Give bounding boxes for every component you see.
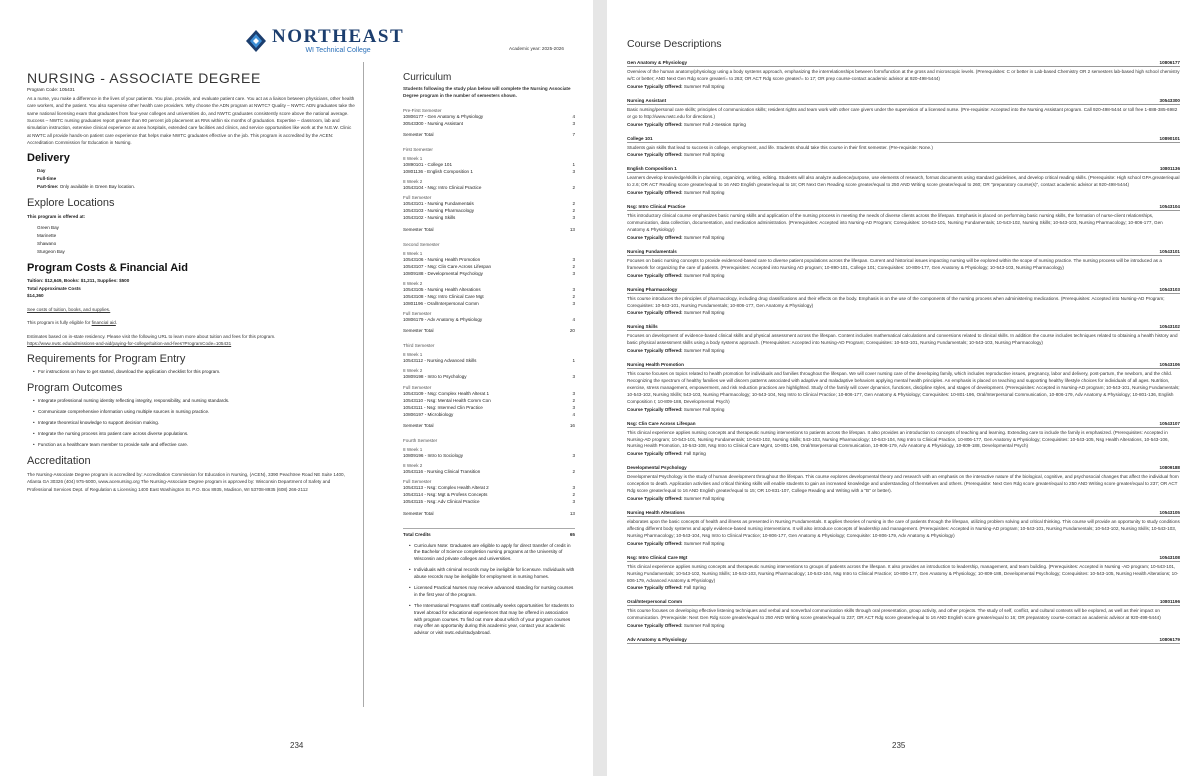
- course-row: [403, 452, 575, 459]
- logo-subtitle: WI Technical College: [305, 47, 371, 54]
- course-offered-label: Course Typically Offered:: [627, 585, 683, 591]
- curriculum-note: • Curriculum Note: Graduates are eligible to apply for direct transfer of credit in the Bachelor of Science completion nursing programs at the University of Wisconsin and private colleges and universities.: [409, 543, 575, 564]
- course-header: [627, 324, 1180, 331]
- outcome-item: • Integrate theoretical knowledge to support decision making.: [33, 420, 355, 427]
- semester-title: Fourth Semester: [403, 437, 438, 443]
- course-code: 10890101: [1159, 135, 1180, 141]
- course-entry: [627, 204, 1180, 240]
- outcome-item: • Integrate professional nursing identity reflecting integrity, responsibility, and nursing standards.: [33, 398, 355, 405]
- course-credits: 2: [572, 397, 575, 403]
- course-name: Nursing Skills: [627, 324, 658, 330]
- course-offered: [627, 585, 1180, 590]
- course-entry: [627, 324, 1180, 353]
- course-offered-label: Course Typically Offered:: [627, 623, 683, 629]
- semester-total-label: Semester Total: [403, 226, 434, 232]
- course-offered: [627, 122, 1180, 127]
- course-name: Developmental Psychology: [627, 465, 687, 471]
- course-code: 10543108: [1159, 554, 1180, 560]
- course-header: [627, 249, 1180, 256]
- course-offered: [627, 152, 1180, 157]
- accreditation-text: The Nursing-Associate Degree program is accredited by: Accreditation Commission for Education in Nursing, (ACEN), 3390 Peachtree Road NE Suite 1400, Atlanta GA 30326 (404) 975-5000, www.acenursing.org The Nursing-Associate Degree program is approved by: Wisconsin Department of Safety and Professional Services Dept. of Regulation & Licensing 1400 East Washington St. P.O. Box 8935, Madison, WI 53708-8935 (608) 266-2112: [27, 471, 345, 492]
- course-credits: 4: [572, 113, 575, 119]
- offered-at-label: This program is offered at:: [27, 213, 86, 219]
- course-row: [403, 120, 575, 127]
- semester-title: Third Semester: [403, 343, 435, 349]
- curriculum-note: • Licensed Practical Nurses may receive advanced standing for nursing courses in the first year of the program.: [409, 585, 575, 599]
- semester-total-label: Semester Total: [403, 328, 434, 334]
- page-number-left: 234: [290, 741, 304, 750]
- costs-link[interactable]: See costs of tuition, books, and supplies.: [27, 307, 111, 313]
- course-row: [403, 168, 575, 175]
- course-name: Nursing Pharmacology: [627, 286, 678, 292]
- course-header: [627, 204, 1180, 211]
- tuition-url-link[interactable]: https://www.nwtc.edu/admissions-and-aid/paying-for-college/tuition-and-fees?ProgramCode=105431: [27, 341, 232, 347]
- course-name: 10809198 - Intro to Psychology: [403, 374, 467, 380]
- costs-estimate-note: Estimates based on in-state residency. Please visit the following URL to learn more about tuition and fees for this program.: [27, 333, 276, 339]
- course-row: [403, 411, 575, 418]
- course-name: 10543101 - Nursing Fundamentals: [403, 201, 474, 207]
- course-description: Overview of the human anatomy/physiology using a body systems approach, emphasizing the interrelationships between form/function at the gross and microscopic levels. (Prerequisites: C or better in Lab-based Chemistry OR 2 semesters lab-based high school chemistry w/C or better; AND Next Gen Rdg score greater/= to 263; OR ACT Rdg score greater/= to 17; OR prep course-contact academic advisor at 920-498-5444): [627, 69, 1180, 81]
- semester-total-row: [403, 328, 575, 335]
- course-row: [403, 357, 575, 364]
- course-entry: [627, 166, 1180, 195]
- right-page: [607, 0, 1200, 776]
- course-header: [627, 599, 1180, 606]
- course-row: [403, 390, 575, 397]
- course-code: 10543105: [1159, 510, 1180, 516]
- course-offered-label: Course Typically Offered:: [627, 451, 683, 457]
- logo-name: NORTHEAST: [272, 26, 405, 47]
- course-name: 10543102 - Nursing Skills: [403, 215, 456, 221]
- location-item: Marinette: [37, 232, 57, 238]
- semester-total-row: [403, 511, 575, 518]
- delivery-part-time: Part-time: Only available in Green Bay location.: [37, 184, 136, 189]
- delivery-day: Day: [37, 168, 46, 174]
- outcome-item: • Integrate the nursing process into patient care across diverse populations.: [33, 431, 355, 438]
- course-entry: [627, 465, 1180, 501]
- program-overview-column: [27, 62, 364, 707]
- course-offered-value: Fall Spring: [683, 451, 706, 457]
- semester-total-value: 16: [569, 422, 575, 428]
- course-name: 10809196 - Intro to Sociology: [403, 452, 464, 458]
- semester-total-value: 20: [569, 328, 575, 334]
- semester-total-row: [403, 227, 575, 234]
- course-offered-label: Course Typically Offered:: [627, 540, 683, 546]
- course-name: 10543114 - Nsg: Mgt & Profess Concepts: [403, 492, 488, 498]
- course-entry: [627, 637, 1180, 644]
- course-code: 30543300: [1159, 97, 1180, 103]
- course-description: elaborates upon the basic concepts of health and illness as presented in Nursing Fundamentals. It applies theories of nursing in the care of patients through the lifespan, utilizing problem solving and critical thinking. This course will provide an opportunity to study conditions affecting different body systems and apply evidence-based nursing interventions. It will also introduce concepts of leadership and management. (Prerequisites: Accepted in Nursing-AD program; 10-543-101, Nursing Fundamentals; 10-543-102, Nursing Skills; 10-543-103, Nursing Pharmacology; 10-543-104, Nsg Intro to Clinical Practice; 10-806-177, Gen Anatomy & Physiology; Corequisite: 10-806-179, Adv Anatomy & Physiology): [627, 519, 1180, 538]
- course-name: College 101: [627, 135, 653, 141]
- course-entry: [627, 136, 1180, 158]
- course-name: Nsg: Clin Care Across Lifespan: [627, 420, 696, 426]
- course-credits: 2: [572, 294, 575, 299]
- course-offered: [627, 407, 1180, 412]
- course-credits: 4: [572, 411, 575, 417]
- course-code: 10543103: [1159, 286, 1180, 292]
- course-credits: 3: [572, 499, 575, 505]
- course-offered: [627, 84, 1180, 89]
- course-offered-label: Course Typically Offered:: [627, 348, 683, 354]
- course-code: 10543107: [1159, 420, 1180, 426]
- semester-block: [403, 147, 575, 234]
- course-offered-label: Course Typically Offered:: [627, 406, 683, 412]
- course-offered-value: Summer Fall Spring: [683, 348, 725, 354]
- course-entry: [627, 555, 1180, 591]
- course-row: [403, 468, 575, 475]
- course-row: [403, 200, 575, 207]
- course-offered-value: Fall Spring: [683, 585, 706, 591]
- accreditation-heading: Accreditation: [27, 454, 91, 467]
- course-name: Nursing Health Promotion: [627, 362, 684, 368]
- location-item: Shawano: [37, 240, 57, 246]
- course-header: [627, 98, 1180, 105]
- course-name: 10543115 - Nsg: Adv Clinical Practice: [403, 499, 480, 505]
- course-code: 10543104: [1159, 204, 1180, 210]
- term-label: Full Semester: [403, 384, 432, 390]
- course-credits: 2: [572, 469, 575, 475]
- course-name: Gen Anatomy & Physiology: [627, 60, 688, 65]
- costs-total-label: Total Approximate Costs: [27, 285, 81, 291]
- course-entry: [627, 60, 1180, 89]
- course-header: [627, 510, 1180, 517]
- course-name: 10543104 - Nsg: Intro Clinical Practice: [403, 185, 482, 191]
- page-number-right: 235: [892, 741, 906, 750]
- course-entry: [627, 421, 1180, 457]
- semester-list: [403, 108, 575, 518]
- costs-heading: Program Costs & Financial Aid: [27, 261, 188, 274]
- term-label: 8 Week 1: [403, 446, 423, 452]
- course-code: 10806177: [1159, 60, 1180, 65]
- semester-total-value: 7: [572, 131, 575, 137]
- curriculum-notes: [409, 543, 575, 638]
- course-description: This clinical experience applies nursing concepts and therapeutic nursing interventions to patients across the lifespan. It also provides an introduction to concepts of teaching and learning. Extending care to include the family is emphasized. (Prerequisites: Accepted in Nursing-AD program; 10-543-101, Nursing Fundamentals; 10-543-102, Nursing Skills; 543-103, Nursing Pharmacology; 10-543-104, Nsg Intro to Clinical Practice, 10-806-177, Gen Anatomy & Physiology; Corequisites: 10-543-105, Nsg Health Alterations, 10-543-106, Nursing Health Promotion, 10-543-108, Nsg Intro to Clinical Care Mgmt, 10-801-196, Oral/Interpersonal Communication, 10-806-179, Adv Anatomy & Physiology, 10-809-188, Developmental Psych): [627, 429, 1169, 449]
- course-offered: [627, 310, 1180, 315]
- term-label: Full Semester: [403, 311, 432, 317]
- course-entry: [627, 287, 1180, 316]
- course-description: Learners develop knowledge/skills in planning, organizing, writing, editing. Students will also analyze audience/purpose, use elements of research, format documents using standard guidelines, and develop critical reading skills. (Prerequisite: High school GPA greater/equal to 2.6; OR ACT Reading score greater/equal to 16 AND English greater/equal to 18; OR Next Gen Reading score greater/equal to 250 AND Writing score greater/equal to 260; OR "preparatory course(s)", contact academic advisor at 920-498-5444): [627, 175, 1180, 188]
- left-page: [0, 0, 593, 776]
- semester-title: First Semester: [403, 146, 433, 152]
- course-offered-value: Summer Fall Spring: [683, 496, 725, 502]
- course-offered-value: Summer Fall Spring: [683, 540, 725, 546]
- course-offered: [627, 541, 1180, 546]
- course-offered: [627, 451, 1180, 456]
- course-credits: 1: [572, 358, 575, 364]
- term-label: Full Semester: [403, 479, 432, 485]
- logo-mark-icon: [245, 29, 267, 53]
- course-row: [403, 214, 575, 221]
- course-descriptions-heading: Course Descriptions: [627, 38, 722, 50]
- course-header: [627, 166, 1180, 173]
- course-offered-value: Summer Fall Spring: [683, 152, 725, 158]
- semester-block: [403, 343, 575, 430]
- term-label: 8 Week 2: [403, 280, 423, 286]
- course-name: Oral/Interpersonal Comm: [627, 599, 683, 605]
- semester-block: [403, 108, 575, 139]
- course-credits: 3: [572, 215, 575, 221]
- financial-aid-note: This program is fully eligible for financial aid.: [27, 320, 118, 326]
- course-header: [627, 287, 1180, 294]
- course-name: Nsg: Intro Clinical Practice: [627, 204, 686, 210]
- course-credits: 3: [572, 169, 575, 175]
- semester-total-label: Semester Total: [403, 510, 434, 516]
- delivery-heading: Delivery: [27, 152, 70, 165]
- explore-locations-heading: Explore Locations: [27, 196, 115, 209]
- course-offered-value: Summer Fall Spring: [683, 272, 725, 278]
- course-offered-value: Summer Fall Spring: [683, 310, 725, 316]
- course-code: 10543101: [1159, 248, 1180, 254]
- course-offered-label: Course Typically Offered:: [627, 83, 683, 89]
- course-row: [403, 404, 575, 411]
- course-name: 30543300 - Nursing Assistant: [403, 120, 464, 126]
- course-name: 10543112 - Nursing Advanced Skills: [403, 358, 477, 364]
- course-header: [627, 637, 1180, 644]
- course-name: 10806179 - Adv Anatomy & Physiology: [403, 317, 483, 323]
- course-offered: [627, 235, 1180, 240]
- course-offered-value: Summer Fall Spring: [683, 83, 725, 89]
- course-name: 10543108 - Nsg: Intro Clinical Care Mgt: [403, 294, 484, 299]
- semester-total-label: Semester Total: [403, 131, 434, 137]
- requirement-item: • For instructions on how to get started, download the application checklist for this program.: [33, 369, 355, 376]
- course-offered-value: Summer Fall Spring: [683, 623, 725, 629]
- course-row: [403, 300, 575, 307]
- course-credits: 3: [572, 485, 575, 491]
- semester-total-label: Semester Total: [403, 422, 434, 428]
- course-name: 10543111 - Nsg: Intermed Clin Practice: [403, 404, 483, 410]
- course-credits: 2: [572, 492, 575, 498]
- course-description-list: [627, 60, 1180, 760]
- course-row: [403, 113, 575, 120]
- course-row: [403, 498, 575, 505]
- semester-title: Second Semester: [403, 241, 440, 247]
- course-row: [403, 263, 575, 270]
- course-row: [403, 397, 575, 404]
- course-row: [403, 270, 575, 277]
- course-name: 10543116 - Nursing Clinical Transition: [403, 469, 481, 475]
- financial-aid-link[interactable]: financial aid: [91, 320, 116, 326]
- course-code: 10801136: [1159, 166, 1180, 172]
- course-row: [403, 491, 575, 498]
- curriculum-intro: Students following the study plan below will complete the Nursing Associate Degree program in the number of semesters shown.: [403, 86, 571, 99]
- course-name: 10806197 - Microbiology: [403, 411, 454, 417]
- course-name: 10806177 - Gen Anatomy & Physiology: [403, 113, 484, 119]
- term-label: 8 Week 2: [403, 368, 423, 374]
- course-name: 10543107 - Nsg: Clin Care Across Lifespan: [403, 263, 492, 269]
- delivery-full-time: Full-time: [37, 176, 57, 182]
- course-credits: 3: [572, 301, 575, 307]
- course-name: 10543106 - Nursing Health Promotion: [403, 256, 481, 262]
- course-credits: 3: [572, 270, 575, 276]
- course-offered-label: Course Typically Offered:: [627, 496, 683, 502]
- term-label: 8 Week 2: [403, 179, 423, 185]
- course-entry: [627, 362, 1180, 411]
- course-credits: 3: [572, 390, 575, 396]
- curriculum-heading: Curriculum: [403, 72, 452, 83]
- course-description: Basic nursing/personal care skills; principles of communication skills; resident rights and team work with other care givers under the supervision of a licensed nurse. (Pre-requisite: Accepted into the Nursing Assistant program. Call 920-498-5444 or toll free 1-888-385-6982 or go to http://www.nwtc.edu for directions.): [627, 106, 1178, 119]
- course-credits: 3: [572, 120, 575, 126]
- semester-total-row: [403, 132, 575, 139]
- term-label: 8 Week 1: [403, 155, 423, 161]
- course-row: [403, 286, 575, 293]
- course-offered-label: Course Typically Offered:: [627, 234, 683, 240]
- course-credits: 2: [572, 201, 575, 207]
- program-title: NURSING - ASSOCIATE DEGREE: [27, 70, 261, 86]
- course-offered: [627, 348, 1180, 353]
- course-code: 10801196: [1159, 599, 1180, 605]
- course-credits: 3: [572, 452, 575, 458]
- course-name: 10543103 - Nursing Pharmacology: [403, 208, 474, 214]
- course-code: 10543106: [1159, 362, 1180, 368]
- course-credits: 1: [572, 161, 575, 167]
- term-label: Full Semester: [403, 195, 432, 201]
- course-entry: [627, 98, 1180, 127]
- curriculum-column: [403, 72, 575, 712]
- course-offered-value: Summer Fall Spring: [683, 234, 725, 240]
- course-name: Nsg: Intro Clinical Care Mgt: [627, 554, 688, 560]
- course-row: [403, 484, 575, 491]
- course-offered: [627, 190, 1180, 195]
- northeast-logo: [245, 27, 404, 54]
- course-row: [403, 184, 575, 191]
- course-name: Nursing Fundamentals: [627, 248, 677, 254]
- course-description: This course focuses on topics related to health promotion for individuals and families throughout the lifespan. We will cover nursing care of the developing family, which includes reproductive issues, pregnancy, labor and delivery, post-partum, the newborn, and the child. Recognizing the spectrum of healthy families we will discern patterns associated with adaptive and maladaptive behaviors applying mental health principles. An emphasis is placed on teaching and supporting healthy lifestyle choices for individuals of all ages. Nutrition, exercise, stress management, empowerment, and risk reduction practices are highlighted. Study of the family will cover dynamics, functions, discipline styles, and stages of development. (Prerequisites: Accepted in Nursing-AD program; 10-543-101, Nursing Fundamentals; 10-543-102, Nursing Skills; 543-103, Nursing Pharmacology; 10-543-104, Nsg Intro to Clinical Practice; 10-806-177, Gen Anatomy & Physiology; Corequisites: 10-801-196, Oral/Interpersonal Communication, 10-806-179, Adv Anatomy & Physiology; 10-801-136, English Composition I; 10-809-188, Developmental Psych): [627, 371, 1180, 404]
- course-row: [403, 293, 575, 300]
- costs-breakdown: Tuition: $12,649, Books: $1,211, Supplies: $500: [27, 277, 130, 283]
- course-credits: 2: [572, 208, 575, 214]
- course-credits: 2: [572, 263, 575, 269]
- course-offered: [627, 273, 1180, 278]
- requirements-heading: Requirements for Program Entry: [27, 353, 186, 366]
- course-entry: [627, 510, 1180, 546]
- outcome-item: • Function as a healthcare team member to provide safe and effective care.: [33, 442, 355, 449]
- course-offered-label: Course Typically Offered:: [627, 190, 683, 196]
- course-header: [627, 421, 1180, 428]
- course-credits: 3: [572, 374, 575, 380]
- program-intro: As a nurse, you make a difference in the lives of your patients. You plan, provide, and evaluate patient care. You act as a liaison between physicians, other health care workers, and the patient. You also supervise other health care providers. Why choose the ADN program at NWTC? Quality – NWTC ADN graduates take the same national licensing exam that graduates from four-year colleges and universities do, and NWTC graduates consistently score above the national average. Success – NWTC nursing graduates report greater than 90 percent job placement as RNs within six months of graduation. Expertise – classroom, lab and simulation instruction, extensive clinical experience at area hospitals, extended care facilities and clinics, and service opportunities like work at the N.E.W. Clinic at NWTC all provide hands-on patient care experience that helps make NWTC graduates effective on the job. This program is accredited by the ACEN: Accreditation Commission for Education in Nursing.: [27, 96, 355, 146]
- course-header: [627, 465, 1180, 472]
- course-header: [627, 362, 1180, 369]
- course-name: 10801136 - English Composition 1: [403, 169, 473, 175]
- course-offered-value: Summer Fall J-Session Spring: [683, 121, 746, 127]
- course-offered-value: Summer Fall Spring: [683, 406, 725, 412]
- academic-year: Academic year: 2025-2026: [509, 46, 564, 51]
- course-name: 10543105 - Nursing Health Alterations: [403, 286, 481, 292]
- course-name: Adv Anatomy & Physiology: [627, 637, 687, 643]
- program-code: Program Code: 105431: [27, 87, 75, 92]
- course-offered-label: Course Typically Offered:: [627, 152, 683, 158]
- course-row: [403, 373, 575, 380]
- total-credits-row: Total Credits 65: [403, 528, 575, 537]
- course-offered-label: Course Typically Offered:: [627, 310, 683, 316]
- course-name: 10801196 - Oral/Interpersonal Comm: [403, 301, 479, 307]
- course-header: [627, 555, 1180, 562]
- course-offered-label: Course Typically Offered:: [627, 121, 683, 127]
- course-name: 10809188 - Developmental Psychology: [403, 270, 483, 276]
- course-name: Nursing Assistant: [627, 97, 667, 103]
- outcome-item: • Communicate comprehensive information using multiple sources in nursing practice.: [33, 409, 355, 416]
- course-header: [627, 60, 1180, 67]
- course-entry: [627, 249, 1180, 278]
- course-description: This introductory clinical course emphasizes basic nursing skills and application of the nursing process in meeting the needs of diverse clients across the lifespan. Emphasis is placed on performing basic nursing skills, the formation of nurse-client relationships, communication, data collection, documentation, and medication administration. (Prerequisites: Accepted into Nursing-AD Program; Corequisites: 10-543-101, Nursing Fundamentals; 10-543-102, Nursing Skills; 10-543-103, Nursing Pharmacology; 10-806-177, Gen Anatomy & Physiology): [627, 213, 1163, 233]
- curriculum-note: • Individuals with criminal records may be ineligible for licensure. Individuals with abuse records may be ineligible for employment in nursing homes.: [409, 567, 575, 581]
- course-code: 10809188: [1159, 465, 1180, 471]
- course-credits: 2: [572, 185, 575, 191]
- outcomes-heading: Program Outcomes: [27, 382, 123, 395]
- term-label: 8 Week 1: [403, 250, 423, 256]
- course-offered: [627, 623, 1180, 628]
- course-entry: [627, 599, 1180, 628]
- course-name: English Composition 1: [627, 166, 677, 172]
- course-header: [627, 136, 1180, 143]
- course-name: 10543109 - Nsg: Complex Health Alterat 1: [403, 390, 490, 396]
- course-offered-value: Summer Fall Spring: [683, 190, 725, 196]
- course-description: Focuses on basic nursing concepts to provide evidenced-based care to diverse patient populations across the lifespan. Current and historical issues impacting nursing will be explored within the scope of nursing practice. The nursing process will be introduced as a framework for organizing the care of patients. (Prerequisites: Accepted into Nursing AD program; 10-890-101, College 101; Corequisites: 10-806-177, Gen Anatomy & Physiology; 10-543-103, Nursing Pharmacology): [627, 257, 1162, 270]
- course-row: [403, 161, 575, 168]
- course-credits: 4: [572, 317, 575, 323]
- term-label: 8 Week 2: [403, 463, 423, 469]
- course-description: This course focuses on developing effective listening techniques and verbal and nonverbal communication skills through oral presentation, group activity, and other projects. The study of self, conflict, and cultural contexts will be explored, as well as their impact on communication. (Prerequisite: Next Gen Rdg score greater/equal to 250 AND Writing score greater/equal to 237; OR ACT Rdg score greater/equal to 16 AND English score greater/equal to 16; OR preparatory course-contact an academic advisor at 920-498-5444): [627, 608, 1161, 621]
- course-credits: 3: [572, 404, 575, 410]
- course-code: 10543102: [1159, 324, 1180, 330]
- course-description: Developmental Psychology is the study of human development throughout the lifespan. This course explores developmental theory and research with an emphasis on the interactive nature of the biological, cognitive, and psychosocial changes that affect the individual from conception to death. Application activities and critical thinking skills will enable students to gain an increased knowledge and understanding of themselves and others. (Prerequisite: Next Gen Rdg score greater/equal to 250 AND Writing score greater/equal to 237; OR ACT Rdg score greater/equal to 16 AND English greater/equal to 15; OR 10-831-107, College Reading and Writing with a "B" or better).: [627, 474, 1179, 494]
- semester-total-row: [403, 423, 575, 430]
- course-credits: 3: [572, 286, 575, 292]
- semester-title: Pre-First Semester: [403, 107, 442, 113]
- course-credits: 3: [572, 256, 575, 262]
- course-name: Nursing Health Alterations: [627, 510, 685, 516]
- course-description: Focuses on development of evidence-based clinical skills and physical assessment across the lifespan. Content includes mathematical calculations and conversions related to clinical skills. In addition the course includes techniques related to obtaining a health history and basic physical assessment skills using a body systems approach. (Prerequisites: Accepted into Nursing-AD Program; Corequisites: 10-543-101, Nursing Fundamentals; 10-543-103, Nursing Pharmacology): [627, 333, 1178, 346]
- semester-block: [403, 438, 575, 518]
- course-description: This course introduces the principles of pharmacology, including drug classifications and their effects on the body. Emphasis is on the use of the components of the nursing process when administering medications. (Prerequisites: Accepted into Nursing-AD Program; Corequisites: 10-543-101, Nursing Fundamentals; 10-806-177, Gen Anatomy & Physiology): [627, 295, 1165, 308]
- location-item: Green Bay: [37, 224, 59, 230]
- curriculum-note: • The International Programs staff continually seeks opportunities for students to travel abroad for educational experiences that may be offered in association with program courses. To find out more about which of your program courses may offer an opportunity during this academic year, contact your academic advisor or visit nwtc.edu/studyabroad.: [409, 603, 575, 637]
- course-name: 10890101 - College 101: [403, 161, 453, 167]
- costs-total-value: $14,360: [27, 293, 44, 299]
- course-row: [403, 316, 575, 323]
- course-description: Students gain skills that lead to success in college, employment, and life. Students should take this course in their first semester. (Pre-requisite: None.): [627, 144, 933, 150]
- course-code: 10806179: [1159, 637, 1180, 643]
- semester-block: [403, 242, 575, 336]
- course-offered-label: Course Typically Offered:: [627, 272, 683, 278]
- course-row: [403, 207, 575, 214]
- course-name: 10543110 - Nsg: Mental Health Comm Con: [403, 397, 491, 403]
- semester-total-value: 13: [569, 226, 575, 232]
- location-item: Sturgeon Bay: [37, 248, 65, 254]
- semester-total-value: 13: [569, 510, 575, 516]
- course-description: This clinical experience applies nursing concepts and therapeutic nursing interventions to groups of patients across the lifespan. It also provides an introduction to leadership, management, and team building. (Prerequisites: Accepted in Nursing -AD program; 10-543-101, Nursing Fundamentals; 10-543-102, Nursing Skills; 10-543-103, Nursing Pharmacology; 10-543-104, Nsg Intro to Clinical Practice; 10-806-177, Gen Anatomy & Physiology; 10-809-188, Developmental Psychology; Corequisites: 10-543-105, Nursing Health Alterations; 10-806-179, Advanced Anatomy & Physiology): [627, 563, 1179, 583]
- course-offered: [627, 496, 1180, 501]
- course-row: [403, 256, 575, 263]
- term-label: 8 Week 1: [403, 352, 423, 358]
- course-name: 10543113 - Nsg: Complex Health Alterat 2: [403, 485, 489, 491]
